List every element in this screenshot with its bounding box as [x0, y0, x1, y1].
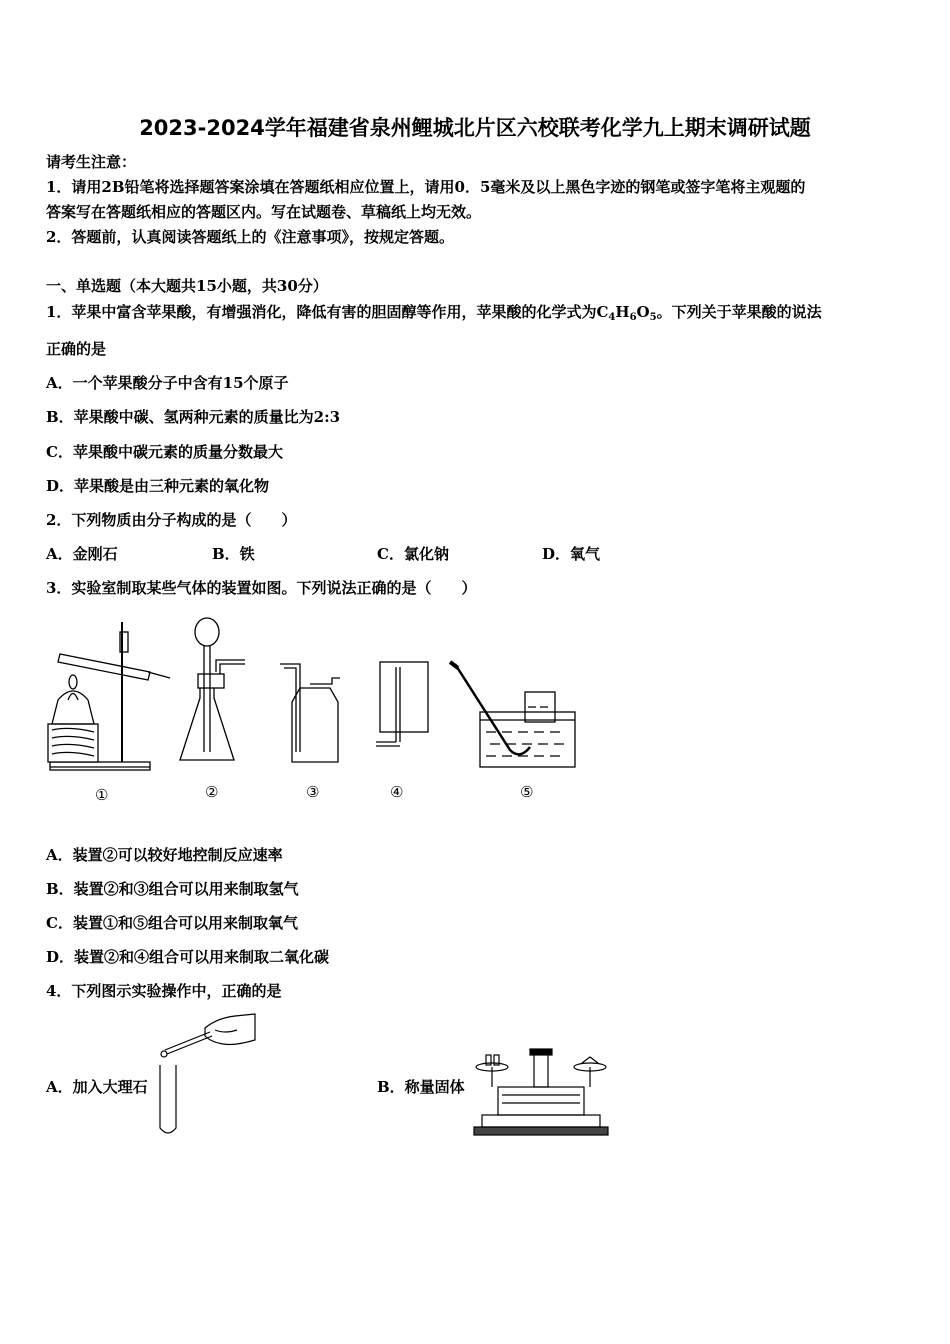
q1-option-d[interactable]: D．苹果酸是由三种元素的氧化物: [46, 477, 270, 495]
question-1-stem: 1．苹果中富含苹果酸，有增强消化，降低有害的胆固醇等作用，苹果酸的化学式为$C_4H_6O_5$。下列关于苹果酸的说法: [46, 303, 822, 323]
notice-item-1-line-1: 1．请用2B铅笔将选择题答案涂填在答题纸相应位置上，请用0．5毫米及以上黑色字迹的钢笔或签字笔将主观题的: [46, 178, 806, 196]
marble-adding-illustration: [155, 1010, 265, 1140]
apparatus-3-bottle: [280, 664, 340, 762]
figure-label-4: ④: [390, 783, 404, 801]
question-4-stem: 4．下列图示实验操作中，正确的是: [46, 982, 282, 1000]
q3-option-c[interactable]: C．装置①和⑤组合可以用来制取氧气: [46, 914, 298, 932]
apparatus-4-bottle: [376, 662, 428, 746]
figure-label-5: ⑤: [520, 783, 534, 801]
notice-heading: 请考生注意：: [46, 153, 137, 171]
question-2-stem: 2．下列物质由分子构成的是（ ）: [46, 511, 297, 529]
apparatus-1-heating: [48, 622, 170, 770]
q1-option-b[interactable]: B．苹果酸中碳、氢两种元素的质量比为2:3: [46, 408, 341, 426]
apparatus-2-flask: [180, 618, 245, 760]
q2-option-d[interactable]: D．氧气: [542, 545, 601, 563]
apparatus-5-trough: [450, 662, 575, 767]
section-heading: 一、单选题（本大题共15小题，共30分）: [46, 277, 328, 295]
q2-option-a[interactable]: A．金刚石: [46, 545, 118, 563]
page-title: 2023-2024学年福建省泉州鲤城北片区六校联考化学九上期末调研试题: [139, 116, 811, 140]
chemical-formula: $C_4H_6O_5$: [596, 303, 657, 323]
q2-option-b[interactable]: B．铁: [212, 545, 255, 563]
question-1-stem-line-2: 正确的是: [46, 340, 107, 358]
q1-option-a[interactable]: A．一个苹果酸分子中含有15个原子: [46, 374, 289, 392]
question-3-stem: 3．实验室制取某些气体的装置如图。下列说法正确的是（ ）: [46, 579, 477, 597]
figure-label-3: ③: [306, 783, 320, 801]
q4-option-a[interactable]: A．加入大理石: [46, 1078, 148, 1096]
q3-option-b[interactable]: B．装置②和③组合可以用来制取氢气: [46, 880, 299, 898]
q1-option-c[interactable]: C．苹果酸中碳元素的质量分数最大: [46, 443, 283, 461]
figure-label-1: ①: [95, 786, 109, 804]
balance-illustration: [472, 1045, 612, 1140]
notice-item-2: 2．答题前，认真阅读答题纸上的《注意事项》，按规定答题。: [46, 228, 454, 246]
figure-label-2: ②: [205, 783, 219, 801]
q4-option-b[interactable]: B．称量固体: [377, 1078, 465, 1096]
q2-option-c[interactable]: C．氯化钠: [377, 545, 449, 563]
q3-option-d[interactable]: D．装置②和④组合可以用来制取二氧化碳: [46, 948, 330, 966]
q3-option-a[interactable]: A．装置②可以较好地控制反应速率: [46, 846, 283, 864]
apparatus-figure: [40, 612, 600, 812]
notice-item-1-line-2: 答案写在答题纸相应的答题区内。写在试题卷、草稿纸上均无效。: [46, 203, 482, 221]
